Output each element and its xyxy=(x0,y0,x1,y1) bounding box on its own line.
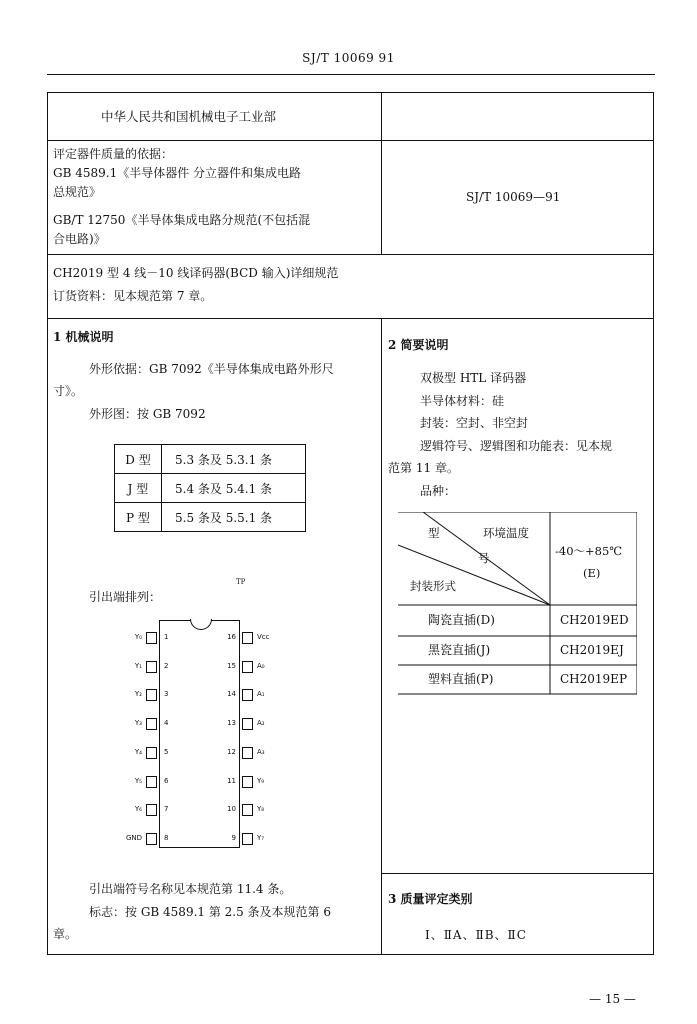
basis-line-5: 合电路)》 xyxy=(53,232,106,246)
pin-number: 14 xyxy=(227,690,236,699)
table-row xyxy=(115,445,306,474)
pin-number: 12 xyxy=(227,747,236,756)
diag-num-label: 号 xyxy=(478,551,490,565)
marking-note: 标志：按 GB 4589.1 第 2.5 条及本规范第 6 xyxy=(89,905,331,919)
pin-name: Y₄ xyxy=(134,747,142,756)
package-ref: 5.5 条及 5.5.1 条 xyxy=(162,503,306,532)
package-table xyxy=(114,444,306,532)
variants-label: 品种： xyxy=(420,484,457,498)
package-type: J 型 xyxy=(115,474,162,503)
divider-h3 xyxy=(47,318,654,319)
pin-lead xyxy=(242,718,253,730)
pin-number: 8 xyxy=(164,833,169,842)
pin-lead xyxy=(242,632,253,644)
pin-number: 10 xyxy=(227,805,236,814)
package-type: D 型 xyxy=(115,445,162,474)
pin-lead xyxy=(146,747,157,759)
spec-title: CH2019 型 4 线－10 线译码器(BCD 输入)详细规范 xyxy=(53,266,339,280)
section1-heading: 1 机械说明 xyxy=(53,330,114,344)
chip-body xyxy=(159,620,240,848)
pin-name: Y₆ xyxy=(134,805,142,814)
standard-number: SJ/T 10069—91 xyxy=(466,190,561,204)
device-type: 双极型 HTL 译码器 xyxy=(420,371,527,385)
variants-table xyxy=(398,512,637,695)
outline-figure: 外形图：按 GB 7092 xyxy=(89,407,206,421)
pin-lead xyxy=(242,776,253,788)
pinout-label: 引出端排列： xyxy=(89,590,162,604)
variant-model: CH2019EP xyxy=(560,672,628,686)
pin-name: Y₁ xyxy=(134,661,142,670)
pin-number: 13 xyxy=(227,719,236,728)
pin-lead xyxy=(242,833,253,845)
pin-lead xyxy=(242,747,253,759)
pin-lead xyxy=(146,661,157,673)
pin-lead xyxy=(242,689,253,701)
pin-lead xyxy=(146,718,157,730)
pin-name: Y₃ xyxy=(134,719,142,728)
variant-pkg: 黑瓷直插(J) xyxy=(428,643,491,657)
pin-number: 1 xyxy=(164,633,169,641)
pin-lead xyxy=(242,804,253,816)
basis-line-1: 评定器件质量的依据： xyxy=(53,147,174,161)
package-ref: 5.3 条及 5.3.1 条 xyxy=(162,445,306,474)
table-row xyxy=(115,474,306,503)
pin-name: Y₉ xyxy=(257,776,265,785)
variant-pkg: 塑料直插(P) xyxy=(428,672,494,686)
pin-name: Vcc xyxy=(257,633,270,641)
marking-note-cont: 章。 xyxy=(53,927,78,941)
pin-name: Y₅ xyxy=(134,776,142,785)
divider-v-top xyxy=(381,92,382,254)
pin-name: A₀ xyxy=(257,661,265,670)
pin-lead xyxy=(146,632,157,644)
pin-name: Y₀ xyxy=(134,633,142,641)
pin-name: Y₂ xyxy=(134,690,142,699)
outline-basis-2: 寸》。 xyxy=(53,384,84,398)
pin-number: 7 xyxy=(164,805,169,814)
table-row xyxy=(115,503,306,532)
variant-model: CH2019ED xyxy=(560,613,629,627)
logic-ref-cont: 范第 11 章。 xyxy=(388,461,459,475)
quality-categories: Ⅰ、ⅡA、ⅡB、ⅡC xyxy=(425,928,527,942)
semiconductor-material: 半导体材料：硅 xyxy=(420,394,505,408)
pin-lead xyxy=(146,776,157,788)
package-ref: 5.4 条及 5.4.1 条 xyxy=(162,474,306,503)
pin-number: 11 xyxy=(227,776,236,785)
section3-heading: 3 质量评定类别 xyxy=(388,892,473,906)
pin-number: 4 xyxy=(164,719,169,728)
page-number: — 15 — xyxy=(589,992,636,1006)
dip16-pinout xyxy=(120,616,280,848)
pin-name: A₂ xyxy=(257,719,265,728)
pin-name: Y₈ xyxy=(257,805,265,814)
pin-number: 15 xyxy=(227,661,236,670)
divider-h1 xyxy=(47,140,654,141)
diag-env-label: 环境温度 xyxy=(483,526,529,540)
variant-model: CH2019EJ xyxy=(560,643,624,657)
pin-number: 3 xyxy=(164,690,169,699)
pin-number: 16 xyxy=(227,633,236,641)
doc-header-number: SJ/T 10069 91 xyxy=(302,51,395,65)
pin-lead xyxy=(146,804,157,816)
pin-number: 6 xyxy=(164,776,169,785)
pin-name: A₁ xyxy=(257,690,265,699)
pin-number: 5 xyxy=(164,747,169,756)
issuer: 中华人民共和国机械电子工业部 xyxy=(101,109,277,124)
ordering-info: 订货资料：见本规范第 7 章。 xyxy=(53,289,213,303)
pin-lead xyxy=(242,661,253,673)
pin-number: 2 xyxy=(164,661,169,670)
logic-ref: 逻辑符号、逻辑图和功能表：见本规 xyxy=(420,439,613,453)
temp-code: (E) xyxy=(583,566,601,580)
diag-type-label: 型 xyxy=(428,526,440,540)
divider-v-main xyxy=(381,318,382,955)
pin-name: GND xyxy=(125,833,142,842)
divider-h4 xyxy=(381,873,654,874)
divider-h2 xyxy=(47,254,654,255)
variant-pkg: 陶瓷直插(D) xyxy=(428,613,495,627)
pin-name: Y₇ xyxy=(257,833,265,842)
basis-line-4: GB/T 12750《半导体集成电路分规范(不包括混 xyxy=(53,213,311,227)
pin-number: 9 xyxy=(231,833,236,842)
temp-range: -40～+85℃ xyxy=(555,544,623,558)
basis-line-3: 总规范》 xyxy=(53,185,102,199)
section2-heading: 2 简要说明 xyxy=(388,338,449,352)
diag-pkg-label: 封装形式 xyxy=(410,579,456,593)
encapsulation: 封装：空封、非空封 xyxy=(420,416,529,430)
pin-name: A₃ xyxy=(257,747,265,756)
outline-basis-1: 外形依据：GB 7092《半导体集成电路外形尺 xyxy=(89,362,334,376)
top-mark: TP xyxy=(236,578,246,586)
header-rule xyxy=(47,74,655,75)
pin-lead xyxy=(146,689,157,701)
basis-line-2: GB 4589.1《半导体器件 分立器件和集成电路 xyxy=(53,166,302,180)
package-type: P 型 xyxy=(115,503,162,532)
pin-symbol-note: 引出端符号名称见本规范第 11.4 条。 xyxy=(89,882,292,896)
pin-lead xyxy=(146,833,157,845)
